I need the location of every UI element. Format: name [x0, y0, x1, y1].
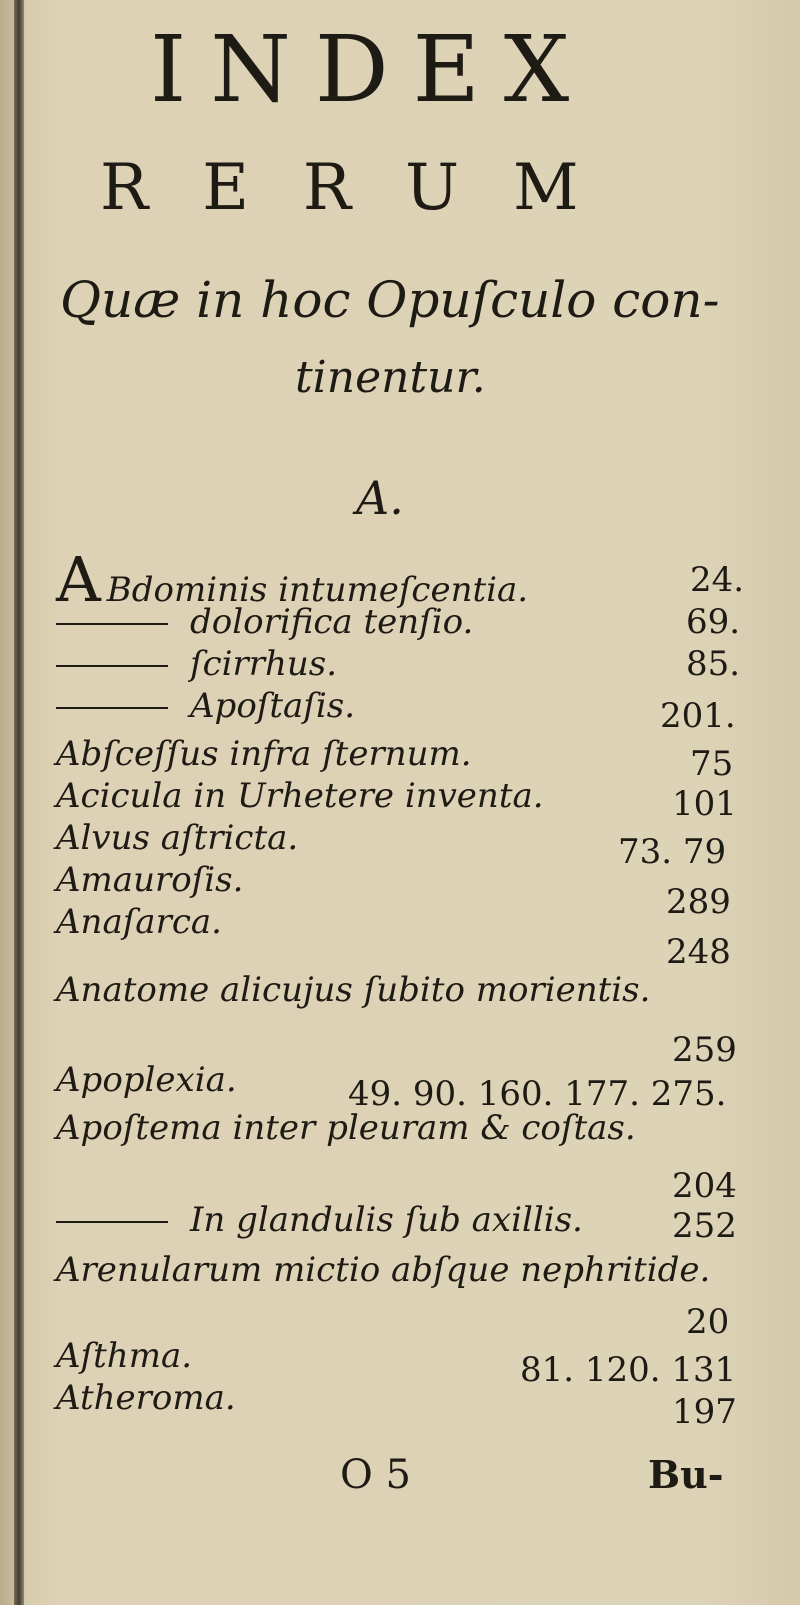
title-rerum: RERUM: [100, 151, 633, 225]
entry-pages: 248: [666, 932, 731, 972]
index-entry: Atheroma.: [56, 1378, 236, 1418]
drop-initial: A: [56, 543, 101, 616]
entry-text: Apoſtaſis.: [190, 686, 356, 726]
entry-text: In glandulis ſub axillis.: [190, 1200, 583, 1240]
entry-pages: 204: [672, 1166, 737, 1206]
catchword: Bu-: [648, 1452, 724, 1497]
entry-pages: 49. 90. 160. 177. 275.: [348, 1074, 727, 1114]
ditto-dash: [56, 623, 168, 625]
index-entry: Abſceſſus infra ſternum.: [56, 734, 472, 774]
entry-text: Bdominis intumeſcentia.: [106, 570, 529, 610]
index-entry: [56, 644, 337, 684]
entry-text: ſcirrhus.: [190, 644, 338, 684]
index-entry: Acicula in Urhetere inventa.: [56, 776, 544, 816]
index-entry: Apoſtema inter pleuram & coſtas.: [56, 1108, 636, 1148]
ditto-dash: [56, 707, 168, 709]
signature-mark: O 5: [340, 1452, 411, 1498]
entry-pages: 20: [686, 1302, 730, 1342]
index-entry: [56, 1200, 583, 1240]
index-entry: Amauroſis.: [56, 860, 244, 900]
entry-pages: 101: [672, 784, 737, 824]
index-entry: Arenularum mictio abſque nephritide.: [56, 1250, 711, 1290]
entry-pages: 197: [672, 1392, 737, 1432]
entry-pages: 201.: [660, 696, 736, 736]
entry-pages: 289: [666, 882, 731, 922]
index-entry: [56, 686, 355, 726]
ditto-dash: [56, 665, 168, 667]
index-entry: Alvus aſtricta.: [56, 818, 299, 858]
entry-pages: 252: [672, 1206, 737, 1246]
index-entry: [56, 602, 473, 642]
index-entry: Apoplexia.: [56, 1060, 237, 1100]
index-entry: Anatome alicujus ſubito morientis.: [56, 970, 651, 1010]
entry-pages: 69.: [686, 602, 741, 642]
book-spine: [14, 0, 24, 1605]
entry-pages: 24.: [690, 560, 745, 600]
subtitle-line-1: Quæ in hoc Opuſculo con-: [60, 271, 720, 329]
ditto-dash: [56, 1221, 168, 1223]
entry-pages: 81. 120. 131: [520, 1350, 737, 1390]
index-entry: Aſthma.: [56, 1336, 193, 1376]
entry-pages: 75: [690, 744, 734, 784]
entry-text: dolorifica tenſio.: [190, 602, 474, 642]
section-letter: A.: [356, 471, 404, 525]
subtitle-line-2: tinentur.: [295, 352, 486, 403]
entry-pages: 73. 79: [618, 832, 727, 872]
entry-pages: 85.: [686, 644, 741, 684]
entry-pages: 259: [672, 1030, 737, 1070]
title-index: INDEX: [150, 16, 594, 123]
index-entry: Anaſarca.: [56, 902, 222, 942]
